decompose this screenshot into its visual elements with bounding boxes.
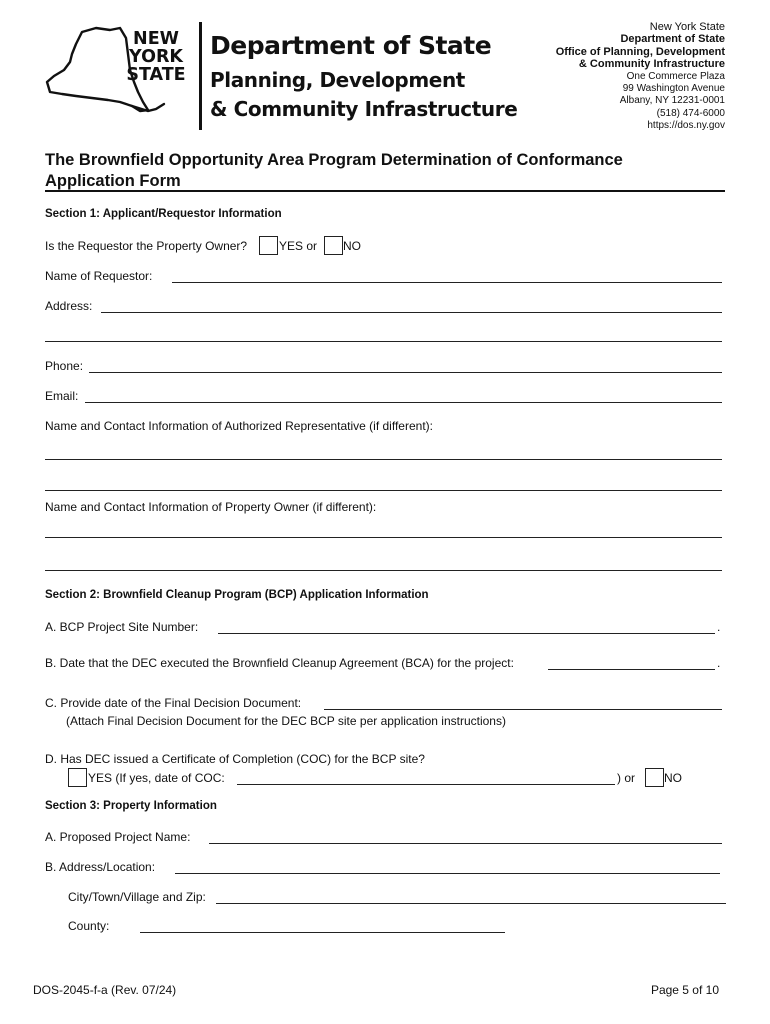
email-label: Email: (45, 389, 79, 403)
section-3-heading: Section 3: Property Information (45, 800, 217, 812)
address-street-1: One Commerce Plaza (626, 70, 725, 82)
logo-line-state: STATE (126, 65, 186, 85)
owner-no-label: NO (343, 239, 361, 253)
coc-yes-checkbox[interactable] (68, 768, 87, 787)
section-1-heading: Section 1: Applicant/Requestor Information (45, 208, 282, 220)
authorized-rep-field-2[interactable] (45, 490, 722, 491)
logo-line-york: YORK (129, 47, 183, 67)
property-owner-field-2[interactable] (45, 570, 722, 571)
owner-yes-label: YES or (279, 239, 318, 253)
phone-field[interactable] (89, 372, 722, 373)
title-rule (45, 190, 725, 192)
address-label: Address: (45, 299, 93, 313)
address-state: New York State (649, 21, 725, 33)
owner-question-label: Is the Requestor the Property Owner? (45, 239, 248, 253)
address-phone: (518) 474-6000 (656, 107, 725, 119)
form-title-line-1: The Brownfield Opportunity Area Program Determination of Conformance (45, 151, 623, 169)
address-dept: Department of State (620, 33, 725, 46)
final-decision-note: (Attach Final Decision Document for the DEC BCP site per application instructions) (66, 714, 506, 728)
logo-divider (199, 22, 202, 130)
office-address-block (485, 21, 725, 133)
requestor-name-field[interactable] (172, 282, 722, 283)
address-office-1: Office of Planning, Development (555, 45, 725, 58)
bcp-site-number-period: . (717, 620, 721, 634)
email-field[interactable] (85, 402, 722, 403)
address-office-2: & Community Infrastructure (578, 58, 725, 71)
location-label: B. Address/Location: (45, 860, 156, 874)
bca-date-period: . (717, 656, 721, 670)
project-name-label: A. Proposed Project Name: (45, 830, 191, 844)
bcp-site-number-label: A. BCP Project Site Number: (45, 620, 199, 634)
authorized-rep-label: Name and Contact Information of Authorized Representative (if different): (45, 419, 433, 433)
coc-yes-label: YES (If yes, date of COC: (88, 771, 225, 785)
logo-line-new: NEW (133, 29, 179, 49)
coc-question-label: D. Has DEC issued a Certificate of Completion (COC) for the BCP site? (45, 752, 425, 766)
bca-date-field[interactable] (548, 669, 715, 670)
form-title (45, 150, 623, 192)
authorized-rep-field-1[interactable] (45, 459, 722, 460)
requestor-name-label: Name of Requestor: (45, 269, 153, 283)
project-name-field[interactable] (209, 843, 722, 844)
owner-no-checkbox[interactable] (324, 236, 343, 255)
coc-no-checkbox[interactable] (645, 768, 664, 787)
form-id-footer: DOS-2045-f-a (Rev. 07/24) (33, 983, 177, 997)
department-title: Department of State (210, 31, 492, 60)
coc-no-label: NO (664, 771, 682, 785)
address-web[interactable]: https://dos.ny.gov (647, 120, 725, 132)
owner-yes-checkbox[interactable] (259, 236, 278, 255)
form-title-line-2: Application Form (45, 172, 181, 190)
address-field-1[interactable] (101, 312, 722, 313)
bca-date-label: B. Date that the DEC executed the Brownfield Cleanup Agreement (BCA) for the project: (45, 656, 514, 670)
office-line-1: Planning, Development (210, 68, 465, 92)
logo-text (122, 30, 190, 84)
address-city: Albany, NY 12231-0001 (619, 95, 725, 107)
section-2-heading: Section 2: Brownfield Cleanup Program (BCP) Application Information (45, 589, 429, 601)
final-decision-date-label: C. Provide date of the Final Decision Document: (45, 696, 302, 710)
location-field[interactable] (175, 873, 720, 874)
address-field-2[interactable] (45, 341, 722, 342)
county-field[interactable] (140, 932, 505, 933)
property-owner-label: Name and Contact Information of Property Owner (if different): (45, 500, 377, 514)
property-owner-field-1[interactable] (45, 537, 722, 538)
city-zip-field[interactable] (216, 903, 726, 904)
address-street-2: 99 Washington Avenue (622, 83, 725, 95)
county-label: County: (68, 919, 110, 933)
city-zip-label: City/Town/Village and Zip: (68, 890, 206, 904)
bcp-site-number-field[interactable] (218, 633, 715, 634)
coc-date-field[interactable] (237, 784, 615, 785)
office-line-2: & Community Infrastructure (210, 97, 518, 121)
page-number-footer: Page 5 of 10 (650, 983, 719, 997)
final-decision-date-field[interactable] (324, 709, 722, 710)
coc-or-label: ) or (617, 771, 635, 785)
phone-label: Phone: (45, 359, 84, 373)
